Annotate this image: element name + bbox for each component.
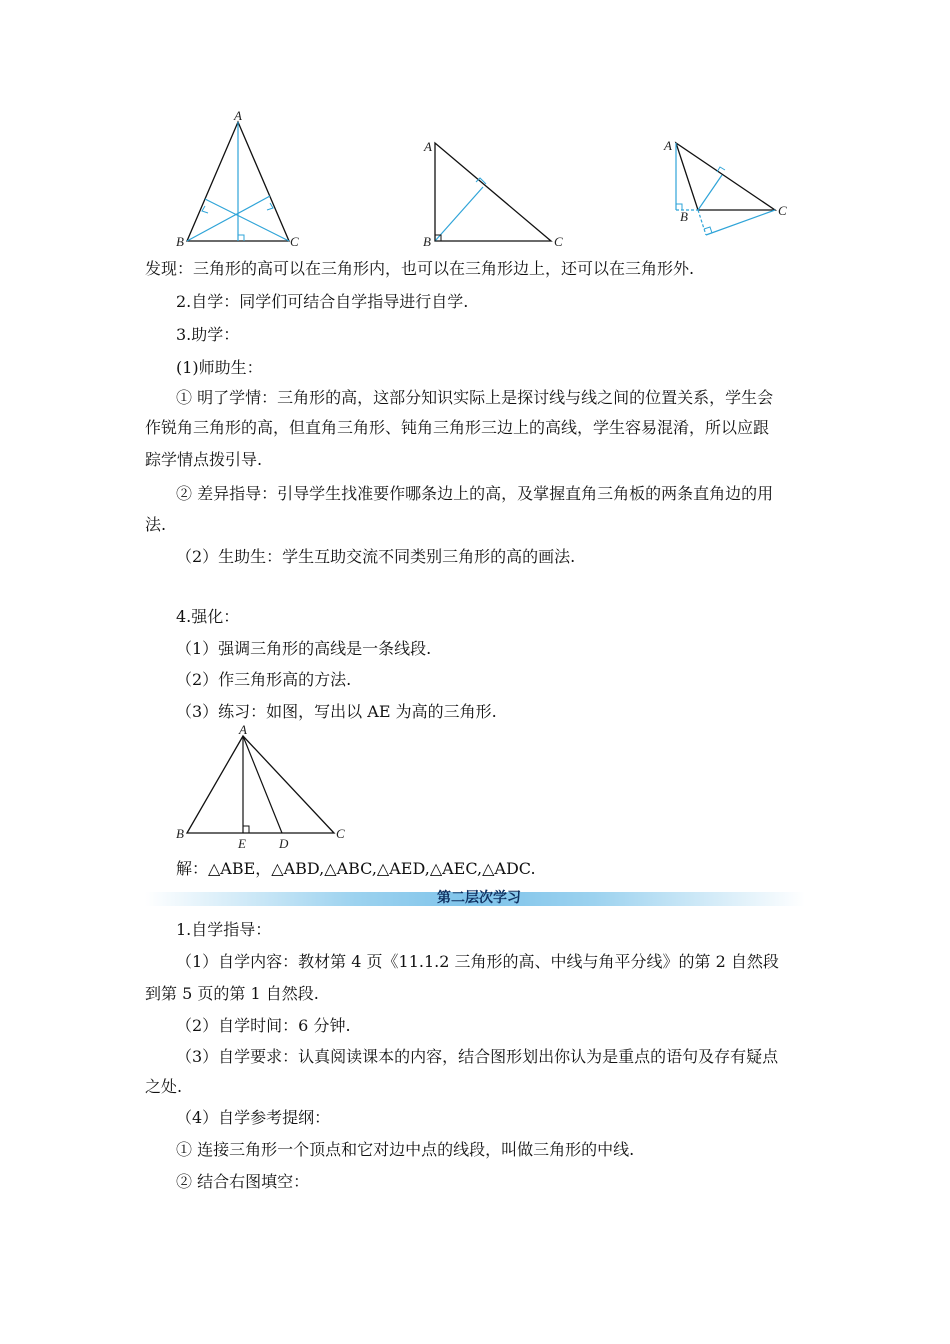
answer-text: 解：△ABE，△ABD,△ABC,△AED,△AEC,△ADC. xyxy=(176,859,536,878)
situation-line-2: 作锐角三角形的高，但直角三角形、钝角三角形三边上的高线，学生容易混淆，所以应跟 xyxy=(145,418,770,437)
label-b: B xyxy=(176,826,184,841)
label-a: A xyxy=(239,724,247,737)
self-study-text: 2.自学：同学们可结合自学指导进行自学. xyxy=(176,292,469,311)
label-c: C xyxy=(336,826,345,841)
teacher-helps-heading: (1)师助生： xyxy=(176,358,263,377)
situation-line-1: ① 明了学情：三角形的高，这部分知识实际上是探讨线与线之间的位置关系，学生会 xyxy=(176,388,774,407)
guide-heading: 1.自学指导： xyxy=(176,920,272,939)
time-text: （2）自学时间：6 分钟. xyxy=(176,1016,351,1035)
outline-item-2: ② 结合右图填空： xyxy=(176,1172,310,1191)
right-triangle-figure xyxy=(418,135,578,255)
section-banner-title: 第二层次学习 xyxy=(437,890,521,906)
reinforce-heading: 4.强化： xyxy=(176,607,240,626)
label-c: C xyxy=(290,234,299,249)
label-e: E xyxy=(238,836,246,851)
requirement-line-1: （3）自学要求：认真阅读课本的内容，结合图形划出你认为是重点的语句及存有疑点 xyxy=(176,1047,779,1066)
reinforce-item-2: （2）作三角形高的方法. xyxy=(176,670,352,689)
obtuse-triangle-figure xyxy=(660,135,800,240)
content-line-1: （1）自学内容：教材第 4 页《11.1.2 三角形的高、中线与角平分线》的第 2 自然段 xyxy=(176,952,779,971)
label-a: A xyxy=(234,110,242,123)
diff-guide-line-1: ② 差异指导：引导学生找准要作哪条边上的高，及掌握直角三角板的两条直角边的用 xyxy=(176,484,774,503)
exercise-triangle-figure xyxy=(172,724,357,854)
reinforce-item-1: （1）强调三角形的高线是一条线段. xyxy=(176,639,432,658)
label-a: A xyxy=(424,139,432,154)
label-d: D xyxy=(279,836,289,851)
reinforce-item-3: （3）练习：如图，写出以 AE 为高的三角形. xyxy=(176,702,497,721)
outline-heading: （4）自学参考提纲： xyxy=(176,1108,331,1127)
student-helps-text: （2）生助生：学生互助交流不同类别三角形的高的画法. xyxy=(176,547,576,566)
label-c: C xyxy=(554,234,563,249)
acute-triangle-figure xyxy=(170,110,310,255)
outline-item-1: ① 连接三角形一个顶点和它对边中点的线段，叫做三角形的中线. xyxy=(176,1140,635,1159)
label-a: A xyxy=(664,138,672,153)
label-b: B xyxy=(680,209,688,224)
assist-heading: 3.助学： xyxy=(176,325,240,344)
label-b: B xyxy=(423,234,431,249)
situation-line-3: 踪学情点拨引导. xyxy=(145,450,263,469)
diff-guide-line-2: 法. xyxy=(145,515,167,534)
requirement-line-2: 之处. xyxy=(145,1077,183,1096)
label-b: B xyxy=(176,234,184,249)
label-c: C xyxy=(778,203,787,218)
content-line-2: 到第 5 页的第 1 自然段. xyxy=(145,984,319,1003)
discovery-text: 发现：三角形的高可以在三角形内，也可以在三角形边上，还可以在三角形外. xyxy=(145,259,695,278)
